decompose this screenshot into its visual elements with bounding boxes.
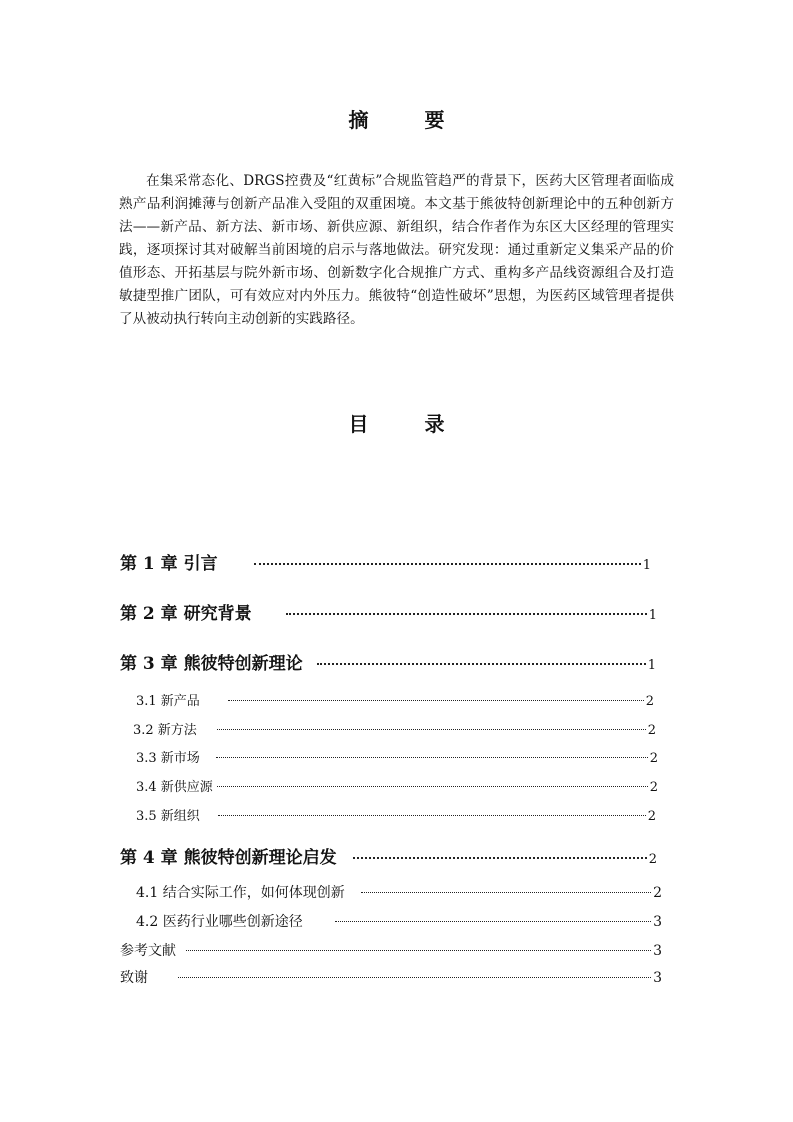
toc-dot-leader [335, 921, 651, 922]
toc-dot-leader [186, 950, 651, 951]
toc-entry-label: 4.1 结合实际工作，如何体现创新 [136, 885, 345, 901]
toc-entry-label: 参考文献 [120, 943, 176, 959]
toc-entry-section-4-2[interactable] [136, 911, 662, 931]
toc-dot-leader [317, 663, 646, 665]
toc-page-number: 3 [653, 970, 662, 986]
toc-page-number: 3 [653, 943, 662, 959]
toc-page-number: 2 [649, 751, 658, 766]
toc-entry-label: 3.5 新组织 [136, 809, 200, 824]
toc-dot-leader [216, 757, 648, 758]
toc-title: 目 录 [348, 412, 463, 436]
abstract-title: 摘 要 [348, 108, 463, 132]
toc-entry-chapter-2[interactable] [120, 599, 657, 624]
toc-page-number: 3 [653, 914, 662, 930]
toc-entry-chapter-4[interactable] [120, 843, 657, 868]
toc-entry-label: 3.3 新市场 [136, 751, 200, 766]
toc-entry-section-3-2[interactable] [133, 719, 656, 738]
toc-page-number: 2 [649, 780, 658, 795]
toc-dot-leader [217, 729, 646, 730]
toc-entry-label: 第 4 章 熊彼特创新理论启发 [120, 848, 337, 868]
abstract-body: 在集采常态化、DRGS控费及“红黄标”合规监管趋严的背景下，医药大区管理者面临成熟产品利润摊薄与创新产品准入受阻的双重困境。本文基于熊彼特创新理论中的五种创新方法——新产品、新方法、新市场、新供应源、新组织，结合作者作为东区大区经理的管理实践，逐项探讨其对破解当前困境的启示与落地做法。研究发现：通过重新定义集采产品的价值形态、开拓基层与院外新市场、创新数字化合规推广方式、重构多产品线资源组合及打造敏捷型推广团队，可有效应对内外压力。熊彼特“创造性破坏”思想，为医药区域管理者提供了从被动执行转向主动创新的实践路径。 [119, 173, 674, 327]
toc-entry-section-3-1[interactable] [136, 690, 654, 709]
toc-dot-leader [178, 977, 651, 978]
toc-entry-label: 3.1 新产品 [136, 694, 200, 709]
toc-page-number: 2 [653, 885, 662, 901]
toc-entry-label: 4.2 医药行业哪些创新途径 [136, 914, 303, 930]
toc-dot-leader [286, 613, 647, 615]
toc-dot-leader [218, 815, 646, 816]
toc-entry-section-4-1[interactable] [136, 882, 662, 902]
toc-dot-leader [353, 857, 647, 859]
toc-dot-leader [217, 786, 648, 787]
toc-entry-label: 第 2 章 研究背景 [120, 604, 252, 624]
toc-entry-chapter-3[interactable] [120, 649, 656, 674]
toc-dot-leader [254, 563, 641, 565]
toc-page-number: 1 [642, 558, 651, 573]
toc-entry-acknowledgements[interactable] [120, 967, 662, 987]
toc-page-number: 2 [648, 852, 657, 867]
toc-entry-label: 致谢 [120, 970, 148, 986]
toc-entry-label: 第 3 章 熊彼特创新理论 [120, 654, 303, 674]
toc-entry-chapter-1[interactable] [120, 549, 651, 574]
toc-entry-section-3-5[interactable] [136, 805, 656, 824]
toc-dot-leader [228, 700, 644, 701]
toc-entry-section-3-3[interactable] [136, 747, 658, 766]
toc-page-number: 1 [648, 608, 657, 623]
toc-entry-section-3-4[interactable] [136, 776, 658, 795]
toc-dot-leader [361, 892, 651, 893]
toc-entry-label: 第 1 章 引言 [120, 554, 218, 574]
toc-entry-label: 3.2 新方法 [133, 723, 197, 738]
toc-entry-label: 3.4 新供应源 [136, 780, 213, 795]
toc-page-number: 2 [647, 809, 656, 824]
toc-page-number: 2 [647, 723, 656, 738]
toc-page-number: 1 [647, 658, 656, 673]
toc-page-number: 2 [645, 694, 654, 709]
toc-entry-references[interactable] [120, 940, 662, 960]
